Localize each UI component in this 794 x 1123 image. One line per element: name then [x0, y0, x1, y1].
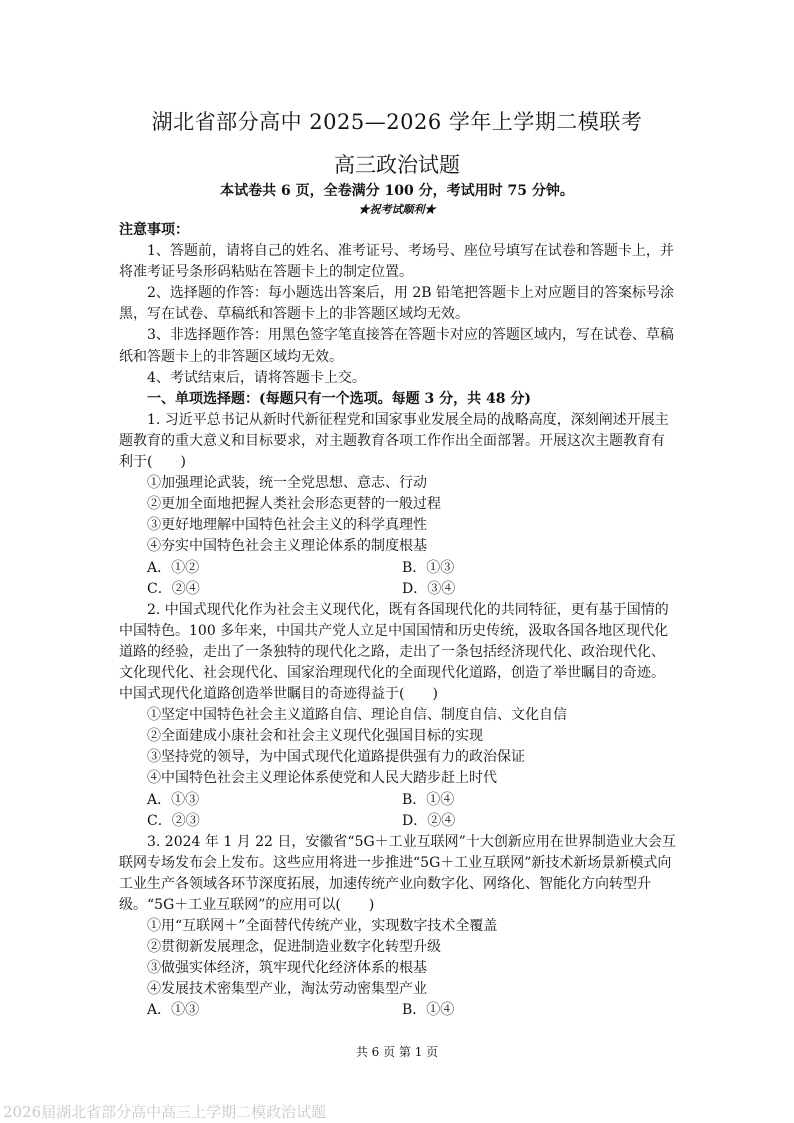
statement: ②更加全面地把握人类社会形态更替的一般过程 — [147, 496, 441, 513]
option-row — [119, 558, 677, 579]
option-d: D．③④ — [402, 580, 456, 597]
statement: ③坚持党的领导，为中国式现代化道路提供强有力的政治保证 — [147, 749, 525, 766]
option-d: D．②④ — [402, 812, 456, 829]
section-heading: 一、单项选择题：(每题只有一个选项。每题 3 分，共 48 分) — [147, 390, 531, 407]
statement: ①加强理论武装，统一全党思想、意志、行动 — [147, 475, 427, 492]
option-row — [119, 579, 677, 600]
exam-info: 本试卷共 6 页，全卷满分 100 分，考试用时 75 分钟。 — [220, 183, 574, 199]
option-b: B．①④ — [402, 791, 455, 808]
option-c: C．②④ — [147, 580, 200, 597]
notice-item: 1、答题前，请将自己的姓名、准考证号、考场号、座位号填写在试卷和答题卡上，并将准考证号条形码粘贴在答题卡上的制定位置。 — [119, 243, 674, 281]
statement: ④夯实中国特色社会主义理论体系的制度根基 — [147, 538, 427, 555]
notice-heading: 注意事项： — [119, 222, 189, 238]
exam-subtitle: 高三政治试题 — [334, 153, 460, 177]
option-a: A．①③ — [147, 791, 200, 808]
option-row — [119, 811, 677, 832]
statement: ③做强实体经济，筑牢现代化经济体系的根基 — [147, 960, 427, 977]
option-b: B．①③ — [402, 559, 455, 576]
statement: ①用“互联网＋”全面替代传统产业，实现数字技术全覆盖 — [147, 918, 498, 935]
statement: ②贯彻新发展理念，促进制造业数字化转型升级 — [147, 939, 441, 956]
exam-content — [119, 220, 677, 1022]
statement: ②全面建成小康社会和社会主义现代化强国目标的实现 — [147, 728, 483, 745]
option-row — [119, 790, 677, 811]
option-c: C．②③ — [147, 812, 200, 829]
statement: ④发展技术密集型产业，淘汰劳动密集型产业 — [147, 981, 427, 998]
exam-title: 湖北省部分高中 2025—2026 学年上学期二模联考 — [151, 110, 643, 134]
statement: ①坚定中国特色社会主义道路自信、理论自信、制度自信、文化自信 — [147, 707, 567, 724]
good-luck-banner: ★祝考试顺利★ — [358, 203, 436, 216]
option-a: A．①② — [147, 559, 200, 576]
page-footer: 共 6 页 第 1 页 — [355, 1045, 439, 1059]
option-row — [119, 1000, 677, 1021]
option-b: B．①④ — [402, 1002, 455, 1019]
option-a: A．①③ — [147, 1002, 200, 1019]
notice-item: 4、考试结束后，请将答题卡上交。 — [147, 369, 366, 386]
notice-item: 3、非选择题作答：用黑色签字笔直接答在答题卡对应的答题区域内，写在试卷、草稿纸和答题卡上的非答题区域均无效。 — [119, 327, 674, 365]
watermark-text: 2026届湖北省部分高中高三上学期二模政治试题 — [3, 1103, 327, 1121]
statement: ③更好地理解中国特色社会主义的科学真理性 — [147, 517, 427, 534]
question-stem: 1. 习近平总书记从新时代新征程党和国家事业发展全局的战略高度，深刻阐述开展主题教育的重大意义和目标要求，对主题教育各项工作作出全面部署。开展这次主题教育有利于( ) — [119, 411, 669, 471]
statement: ④中国特色社会主义理论体系使党和人民大踏步赶上时代 — [147, 770, 497, 787]
question-stem: 2. 中国式现代化作为社会主义现代化，既有各国现代化的共同特征，更有基于国情的中国特色。100 多年来，中国共产党人立足中国国情和历史传统，汲取各国各地区现代化道路的经验，走出了一条独特的现代化之路，走出了一条包括经济现代化、政治现代化、文化现代化、社会现代化、国家治理现代化的全面现代化道路，创造了举世瞩目的奇迹。中国式现代化道路创造举世瞩目的奇迹得益于( ) — [119, 601, 669, 703]
question-stem: 3. 2024 年 1 月 22 日，安徽省“5G＋工业互联网”十大创新应用在世界制造业大会互联网专场发布会上发布。这些应用将进一步推进“5G＋工业互联网”新技术新场景新模式向工业生产各领域各环节深度拓展，加速传统产业向数字化、网络化、智能化方向转型升级。“5G＋工业互联网”的应用可以( ) — [119, 833, 676, 913]
notice-item: 2、选择题的作答：每小题选出答案后，用 2B 铅笔把答题卡上对应题目的答案标号涂黑，写在试卷、草稿纸和答题卡上的非答题区域均无效。 — [119, 285, 675, 323]
